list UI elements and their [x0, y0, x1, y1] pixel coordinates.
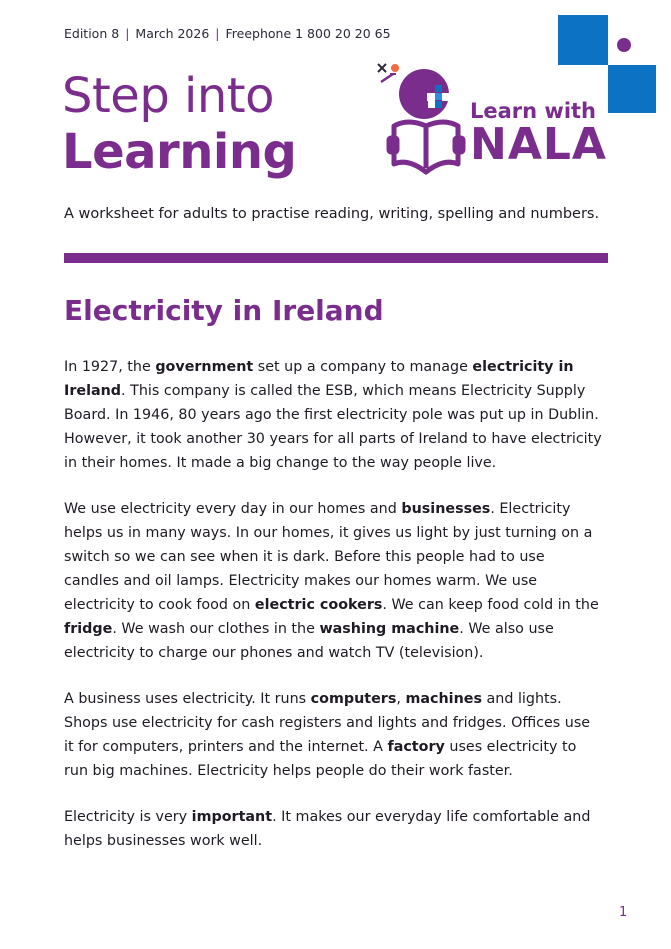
key-term: washing machine — [319, 621, 460, 637]
sparkle-icon — [378, 64, 399, 82]
paragraph — [64, 497, 604, 665]
corner-square-large — [558, 15, 608, 65]
date-label: March 2026 — [135, 26, 210, 41]
text-run: . This company is called the ESB, which means Electricity Supply Board. In 1946, 80 years ago the first electricity pole was put up in Dublin. However, it took another 30 years for all parts of Ireland to have electricity in their homes. It made a big change to the way people live. — [64, 383, 602, 471]
text-run: Electricity is very — [64, 809, 192, 825]
key-term: businesses — [401, 501, 491, 517]
key-term: electricity in Ireland — [64, 359, 574, 399]
logo-line-2: NALA — [470, 119, 607, 170]
paragraph — [64, 687, 604, 783]
head-icon — [399, 69, 450, 119]
text-run: . It makes our everyday life comfortable and helps businesses work well. — [64, 809, 591, 849]
text-run: In 1927, the — [64, 359, 156, 375]
key-term: important — [191, 809, 273, 825]
article-heading: Electricity in Ireland — [64, 294, 384, 327]
key-term: computers — [310, 691, 397, 707]
worksheet-subtitle: A worksheet for adults to practise reading, writing, spelling and numbers. — [64, 206, 600, 222]
page-title — [62, 68, 296, 180]
phone-label: Freephone 1 800 20 20 65 — [225, 26, 391, 41]
key-term: fridge — [64, 621, 113, 637]
text-run: uses electricity to run big machines. Electricity helps people do their work faster. — [64, 739, 577, 779]
text-run: We use electricity every day in our homes and — [64, 501, 402, 517]
text-run: A business uses electricity. It runs — [64, 691, 311, 707]
text-run: . We also use electricity to charge our phones and watch TV (television). — [64, 621, 554, 661]
edition-info — [64, 26, 391, 41]
corner-dot-icon — [617, 38, 631, 52]
text-run: . We wash our clothes in the — [112, 621, 320, 637]
text-run: . We can keep food cold in the — [382, 597, 599, 613]
key-term: machines — [405, 691, 482, 707]
separator: | — [215, 26, 220, 41]
key-term: electric cookers — [254, 597, 383, 613]
paragraph — [64, 805, 604, 853]
text-run: and lights. Shops use electricity for cash registers and lights and fridges. Offices use it for computers, printers and the internet. A — [64, 691, 591, 755]
title-line-1: Step into — [62, 68, 274, 124]
key-term: factory — [387, 739, 445, 755]
divider — [64, 253, 608, 263]
book-icon — [389, 122, 463, 172]
title-line-2: Learning — [62, 124, 297, 180]
text-run: . Electricity helps us in many ways. In our homes, it gives us light by just turning on a switch so we can see when it is dark. Before this people had to use candles and oil lamps. Electricity makes our homes warm. We use electricity to cook food on — [64, 501, 593, 613]
article-body — [64, 355, 604, 875]
logo-line-1: Learn with — [470, 99, 596, 123]
corner-square-lower — [608, 65, 656, 113]
page-number: 1 — [619, 905, 628, 920]
separator: | — [125, 26, 130, 41]
key-term: government — [155, 359, 254, 375]
text-run: , — [396, 691, 406, 707]
logo-wordmark — [470, 100, 607, 168]
edition-label: Edition 8 — [64, 26, 120, 41]
paragraph — [64, 355, 604, 475]
text-run: set up a company to manage — [253, 359, 473, 375]
